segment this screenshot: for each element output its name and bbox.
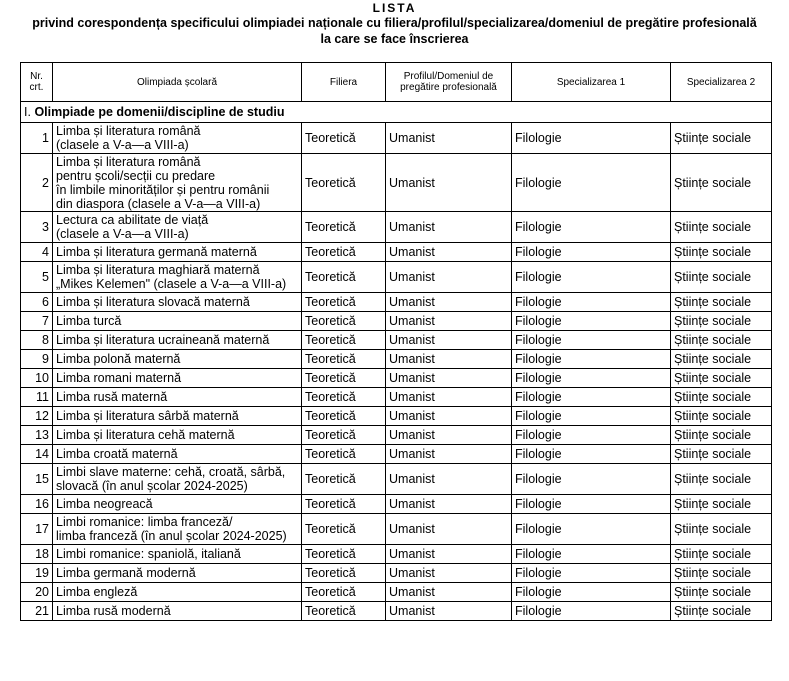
cell-nr: 2: [21, 154, 53, 212]
cell-olimpiada: Limba și literatura sârbă maternă: [53, 407, 302, 426]
cell-specializarea-2: Științe sociale: [671, 293, 772, 312]
cell-nr: 8: [21, 331, 53, 350]
cell-olimpiada: Limba rusă modernă: [53, 602, 302, 621]
document-subtitle: privind corespondența specificului olimpiadei naționale cu filiera/profilul/specializarea/domeniul de pregătire profesională la care se face înscrierea: [32, 16, 757, 46]
table-row: [21, 369, 772, 388]
cell-olimpiada: Limba și literatura cehă maternă: [53, 426, 302, 445]
cell-profil: Umanist: [386, 464, 512, 495]
cell-specializarea-2: Științe sociale: [671, 464, 772, 495]
cell-specializarea-1: Filologie: [512, 350, 671, 369]
cell-specializarea-2: Științe sociale: [671, 583, 772, 602]
cell-nr: 3: [21, 212, 53, 243]
cell-nr: 21: [21, 602, 53, 621]
section-cell: [21, 102, 772, 123]
cell-filiera: Teoretică: [302, 369, 386, 388]
cell-specializarea-2: Științe sociale: [671, 350, 772, 369]
document-header: [0, 2, 789, 47]
cell-specializarea-1: Filologie: [512, 388, 671, 407]
table-row: [21, 331, 772, 350]
cell-profil: Umanist: [386, 407, 512, 426]
cell-nr: 18: [21, 545, 53, 564]
cell-olimpiada: Lectura ca abilitate de viață (clasele a V-a—a VIII-a): [53, 212, 302, 243]
table-row: [21, 445, 772, 464]
section-number: I.: [24, 105, 31, 119]
header-filiera: Filiera: [302, 63, 386, 102]
table-row: [21, 564, 772, 583]
cell-profil: Umanist: [386, 564, 512, 583]
cell-profil: Umanist: [386, 583, 512, 602]
cell-filiera: Teoretică: [302, 602, 386, 621]
cell-specializarea-1: Filologie: [512, 407, 671, 426]
cell-specializarea-1: Filologie: [512, 293, 671, 312]
cell-specializarea-1: Filologie: [512, 262, 671, 293]
cell-specializarea-1: Filologie: [512, 445, 671, 464]
cell-filiera: Teoretică: [302, 350, 386, 369]
cell-filiera: Teoretică: [302, 262, 386, 293]
table-row: [21, 293, 772, 312]
cell-specializarea-2: Științe sociale: [671, 388, 772, 407]
cell-filiera: Teoretică: [302, 154, 386, 212]
cell-nr: 17: [21, 514, 53, 545]
table-row: [21, 243, 772, 262]
cell-olimpiada: Limba neogreacă: [53, 495, 302, 514]
section-row: [21, 102, 772, 123]
cell-specializarea-2: Științe sociale: [671, 426, 772, 445]
cell-nr: 15: [21, 464, 53, 495]
cell-olimpiada: Limba și literatura română pentru școli/secții cu predare în limbile minorităților și pentru românii din diaspora (clasele a V-a—a VIII-a): [53, 154, 302, 212]
header-specializarea-2: Specializarea 2: [671, 63, 772, 102]
cell-nr: 5: [21, 262, 53, 293]
cell-profil: Umanist: [386, 212, 512, 243]
cell-profil: Umanist: [386, 331, 512, 350]
cell-profil: Umanist: [386, 154, 512, 212]
cell-filiera: Teoretică: [302, 445, 386, 464]
cell-specializarea-1: Filologie: [512, 312, 671, 331]
table-row: [21, 426, 772, 445]
cell-olimpiada: Limba și literatura slovacă maternă: [53, 293, 302, 312]
cell-specializarea-1: Filologie: [512, 243, 671, 262]
cell-olimpiada: Limba polonă maternă: [53, 350, 302, 369]
cell-profil: Umanist: [386, 388, 512, 407]
cell-specializarea-1: Filologie: [512, 564, 671, 583]
cell-specializarea-2: Științe sociale: [671, 212, 772, 243]
table-row: [21, 350, 772, 369]
cell-filiera: Teoretică: [302, 564, 386, 583]
cell-olimpiada: Limba și literatura română (clasele a V-a—a VIII-a): [53, 123, 302, 154]
table-row: [21, 545, 772, 564]
cell-specializarea-1: Filologie: [512, 212, 671, 243]
cell-profil: Umanist: [386, 369, 512, 388]
table-row: [21, 583, 772, 602]
cell-olimpiada: Limba și literatura maghiară maternă „Mikes Kelemen" (clasele a V-a—a VIII-a): [53, 262, 302, 293]
cell-specializarea-2: Științe sociale: [671, 564, 772, 583]
cell-filiera: Teoretică: [302, 407, 386, 426]
cell-filiera: Teoretică: [302, 293, 386, 312]
olympiad-table: [20, 62, 772, 621]
table-row: [21, 495, 772, 514]
cell-olimpiada: Limbi slave materne: cehă, croată, sârbă, slovacă (în anul școlar 2024-2025): [53, 464, 302, 495]
cell-specializarea-2: Științe sociale: [671, 514, 772, 545]
cell-filiera: Teoretică: [302, 123, 386, 154]
table-row: [21, 388, 772, 407]
cell-filiera: Teoretică: [302, 464, 386, 495]
cell-profil: Umanist: [386, 312, 512, 331]
cell-filiera: Teoretică: [302, 388, 386, 407]
cell-profil: Umanist: [386, 243, 512, 262]
cell-olimpiada: Limbi romanice: limba franceză/ limba franceză (în anul școlar 2024-2025): [53, 514, 302, 545]
cell-nr: 1: [21, 123, 53, 154]
table-row: [21, 602, 772, 621]
cell-filiera: Teoretică: [302, 312, 386, 331]
cell-nr: 19: [21, 564, 53, 583]
table-row: [21, 312, 772, 331]
cell-nr: 11: [21, 388, 53, 407]
cell-nr: 10: [21, 369, 53, 388]
document-title: LISTA: [372, 1, 417, 15]
cell-specializarea-1: Filologie: [512, 123, 671, 154]
cell-filiera: Teoretică: [302, 583, 386, 602]
table-row: [21, 407, 772, 426]
cell-olimpiada: Limba croată maternă: [53, 445, 302, 464]
cell-nr: 6: [21, 293, 53, 312]
cell-nr: 12: [21, 407, 53, 426]
cell-specializarea-1: Filologie: [512, 369, 671, 388]
cell-profil: Umanist: [386, 602, 512, 621]
cell-profil: Umanist: [386, 495, 512, 514]
cell-profil: Umanist: [386, 445, 512, 464]
cell-nr: 13: [21, 426, 53, 445]
table-header-row: [21, 63, 772, 102]
table-row: [21, 212, 772, 243]
table-body: [21, 102, 772, 621]
cell-profil: Umanist: [386, 293, 512, 312]
cell-specializarea-1: Filologie: [512, 495, 671, 514]
cell-olimpiada: Limba engleză: [53, 583, 302, 602]
table-row: [21, 123, 772, 154]
cell-specializarea-2: Științe sociale: [671, 243, 772, 262]
cell-olimpiada: Limba și literatura germană maternă: [53, 243, 302, 262]
header-profil: Profilul/Domeniul de pregătire profesională: [386, 63, 512, 102]
cell-profil: Umanist: [386, 545, 512, 564]
cell-specializarea-2: Științe sociale: [671, 545, 772, 564]
header-specializarea-1: Specializarea 1: [512, 63, 671, 102]
cell-olimpiada: Limba turcă: [53, 312, 302, 331]
cell-specializarea-1: Filologie: [512, 602, 671, 621]
cell-olimpiada: Limba romani maternă: [53, 369, 302, 388]
cell-specializarea-1: Filologie: [512, 426, 671, 445]
cell-nr: 20: [21, 583, 53, 602]
cell-specializarea-2: Științe sociale: [671, 312, 772, 331]
cell-specializarea-2: Științe sociale: [671, 602, 772, 621]
table-row: [21, 464, 772, 495]
cell-profil: Umanist: [386, 426, 512, 445]
cell-nr: 7: [21, 312, 53, 331]
cell-filiera: Teoretică: [302, 495, 386, 514]
cell-nr: 4: [21, 243, 53, 262]
table-row: [21, 514, 772, 545]
cell-filiera: Teoretică: [302, 514, 386, 545]
cell-profil: Umanist: [386, 514, 512, 545]
cell-specializarea-2: Științe sociale: [671, 154, 772, 212]
cell-filiera: Teoretică: [302, 331, 386, 350]
cell-filiera: Teoretică: [302, 545, 386, 564]
cell-specializarea-2: Științe sociale: [671, 369, 772, 388]
cell-specializarea-1: Filologie: [512, 583, 671, 602]
cell-nr: 9: [21, 350, 53, 369]
cell-olimpiada: Limbi romanice: spaniolă, italiană: [53, 545, 302, 564]
header-nr: Nr. crt.: [21, 63, 53, 102]
cell-profil: Umanist: [386, 123, 512, 154]
cell-specializarea-2: Științe sociale: [671, 262, 772, 293]
cell-profil: Umanist: [386, 350, 512, 369]
cell-specializarea-2: Științe sociale: [671, 331, 772, 350]
cell-nr: 14: [21, 445, 53, 464]
section-title: Olimpiade pe domenii/discipline de studiu: [34, 105, 285, 119]
cell-olimpiada: Limba rusă maternă: [53, 388, 302, 407]
cell-specializarea-1: Filologie: [512, 154, 671, 212]
table-row: [21, 154, 772, 212]
cell-specializarea-1: Filologie: [512, 545, 671, 564]
cell-profil: Umanist: [386, 262, 512, 293]
cell-filiera: Teoretică: [302, 243, 386, 262]
table-row: [21, 262, 772, 293]
cell-filiera: Teoretică: [302, 212, 386, 243]
cell-olimpiada: Limba și literatura ucraineană maternă: [53, 331, 302, 350]
cell-specializarea-1: Filologie: [512, 331, 671, 350]
cell-specializarea-2: Științe sociale: [671, 407, 772, 426]
cell-nr: 16: [21, 495, 53, 514]
cell-specializarea-2: Științe sociale: [671, 495, 772, 514]
cell-specializarea-2: Științe sociale: [671, 445, 772, 464]
cell-specializarea-1: Filologie: [512, 464, 671, 495]
cell-olimpiada: Limba germană modernă: [53, 564, 302, 583]
header-olimpiada: Olimpiada școlară: [53, 63, 302, 102]
cell-specializarea-1: Filologie: [512, 514, 671, 545]
cell-specializarea-2: Științe sociale: [671, 123, 772, 154]
cell-filiera: Teoretică: [302, 426, 386, 445]
